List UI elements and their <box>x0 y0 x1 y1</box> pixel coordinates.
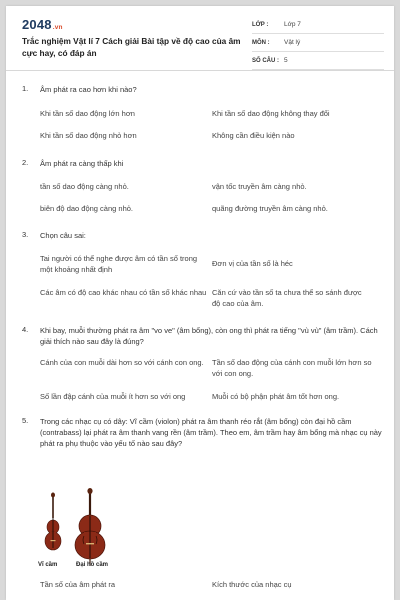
meta-key: MÔN : <box>252 39 270 46</box>
answer-option[interactable]: Tai người có thể nghe được âm có tần số trong một khoảng nhất định <box>40 254 198 274</box>
logo-tld: .vn <box>52 24 63 31</box>
meta-value: Lớp 7 <box>284 21 301 28</box>
answer-option[interactable]: biên độ dao động càng nhỏ. <box>40 204 133 213</box>
header-divider <box>6 70 394 71</box>
meta-key: LỚP : <box>252 21 269 28</box>
meta-row-subject <box>252 34 384 52</box>
question-number: 1. <box>22 84 29 93</box>
quiz-header <box>6 6 394 68</box>
question-number: 5. <box>22 416 29 425</box>
answer-option[interactable]: tần số dao động càng nhỏ. <box>40 182 129 191</box>
answer-option[interactable]: Căn cứ vào tần số ta chưa thể so sánh được độ cao của âm. <box>212 288 362 308</box>
instruments-illustration <box>28 488 128 568</box>
answer-option[interactable]: Khi tần số dao động lớn hơn <box>40 109 135 118</box>
meta-row-count <box>252 52 384 70</box>
quiz-page <box>6 6 394 600</box>
question-number: 4. <box>22 325 29 334</box>
answer-option[interactable]: Kích thước của nhạc cụ <box>212 580 292 589</box>
logo-text: 2048 <box>22 17 52 32</box>
meta-row-class <box>252 16 384 34</box>
question-number: 3. <box>22 230 29 239</box>
page-title: Trắc nghiệm Vật lí 7 Cách giải Bài tập về độ cao của âm cực hay, có đáp án <box>22 36 241 58</box>
answer-option[interactable]: Các âm có độ cao khác nhau có tần số khác nhau <box>40 288 207 297</box>
question-text: Âm phát ra càng thấp khi <box>40 159 124 168</box>
answer-option[interactable]: quãng đường truyền âm càng nhỏ. <box>212 204 328 213</box>
answer-option[interactable]: Khi tần số dao động nhỏ hơn <box>40 131 137 140</box>
answer-option[interactable]: Muỗi có bộ phận phát âm tốt hơn ong. <box>212 392 340 401</box>
answer-option[interactable]: Khi tần số dao động không thay đổi <box>212 109 330 118</box>
question-text: Khi bay, muỗi thường phát ra âm "vo ve" (âm bổng), còn ong thì phát ra tiếng "vù vù" (âm trầm). Cách giải thích nào sau đây là đúng? <box>40 326 378 346</box>
meta-key: SỐ CÂU : <box>252 57 279 64</box>
instruments-figure <box>28 488 128 580</box>
answer-option[interactable]: vận tốc truyền âm càng nhỏ. <box>212 182 307 191</box>
meta-table <box>252 16 384 70</box>
meta-value: 5 <box>284 57 288 64</box>
question-text: Chọn câu sai: <box>40 231 86 240</box>
answer-option[interactable]: Cánh của con muỗi dài hơn so với cánh con ong. <box>40 358 204 367</box>
violin-icon <box>45 493 61 551</box>
answer-option[interactable]: Số lần đập cánh của muỗi ít hơn so với ong <box>40 392 186 401</box>
contrabass-label: Đại hồ cầm <box>76 562 109 568</box>
question-text: Âm phát ra cao hơn khi nào? <box>40 85 137 94</box>
site-logo[interactable] <box>22 17 63 32</box>
meta-value: Vật lý <box>284 39 301 46</box>
question-text: Trong các nhạc cụ có dây: Vĩ cầm (violon) phát ra âm thanh réo rắt (âm bổng) còn đại hồ cầm (contrabass) lại phát ra âm thanh vang rền (âm trầm). Theo em, âm trầm hay âm bổng mà nhạc cụ này phát ra phụ thuộc vào yếu tố nào sau đây? <box>40 417 382 448</box>
violin-label: Vĩ cầm <box>38 562 58 568</box>
answer-option[interactable]: Đơn vị của tần số là héc <box>212 259 293 268</box>
answer-option[interactable]: Không cần điều kiện nào <box>212 131 295 140</box>
answer-option[interactable]: Tần số của âm phát ra <box>40 580 116 589</box>
answer-option[interactable]: Tần số dao động của cánh con muỗi lớn hơn so với con ong. <box>212 358 372 378</box>
question-number: 2. <box>22 158 29 167</box>
contrabass-icon <box>75 488 105 566</box>
